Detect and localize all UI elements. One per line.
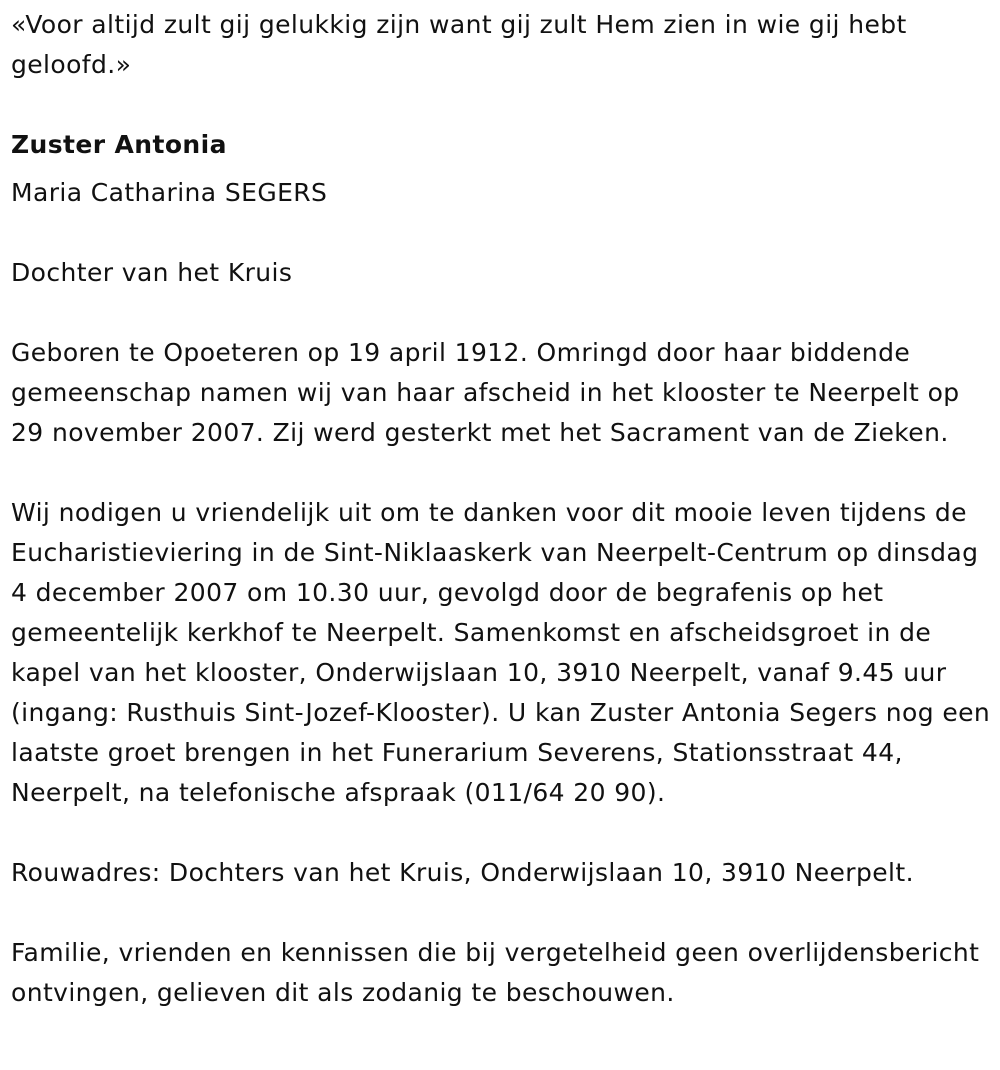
closing-paragraph: Familie, vrienden en kennissen die bij vergetelheid geen overlijdensbericht ontvingen, gelieven dit als zodanig te beschouwen. (11, 938, 980, 1007)
religious-name-heading: Zuster Antonia (11, 130, 227, 159)
congregation-name: Dochter van het Kruis (11, 258, 293, 287)
memorial-quote: «Voor altijd zult gij gelukkig zijn want gij zult Hem zien in wie gij hebt geloofd.» (11, 10, 907, 79)
civil-name: Maria Catharina SEGERS (11, 178, 328, 207)
obituary-notice (11, 5, 991, 1013)
funeral-invitation-paragraph: Wij nodigen u vriendelijk uit om te danken voor dit mooie leven tijdens de Eucharistieviering in de Sint-Niklaaskerk van Neerpelt-Centrum op dinsdag 4 december 2007 om 10.30 uur, gevolgd door de begrafenis op het gemeentelijk kerkhof te Neerpelt. Samenkomst en afscheidsgroet in de kapel van het klooster, Onderwijslaan 10, 3910 Neerpelt, vanaf 9.45 uur (ingang: Rusthuis Sint-Jozef-Klooster). U kan Zuster Antonia Segers nog een laatste groet brengen in het Funerarium Severens, Stationsstraat 44, Neerpelt, na telefonische afspraak (011/64 20 90). (11, 498, 991, 807)
birth-death-paragraph: Geboren te Opoeteren op 19 april 1912. Omringd door haar biddende gemeenschap namen wij van haar afscheid in het klooster te Neerpelt op 29 november 2007. Zij werd gesterkt met het Sacrament van de Zieken. (11, 338, 960, 447)
mourning-address: Rouwadres: Dochters van het Kruis, Onderwijslaan 10, 3910 Neerpelt. (11, 858, 914, 887)
